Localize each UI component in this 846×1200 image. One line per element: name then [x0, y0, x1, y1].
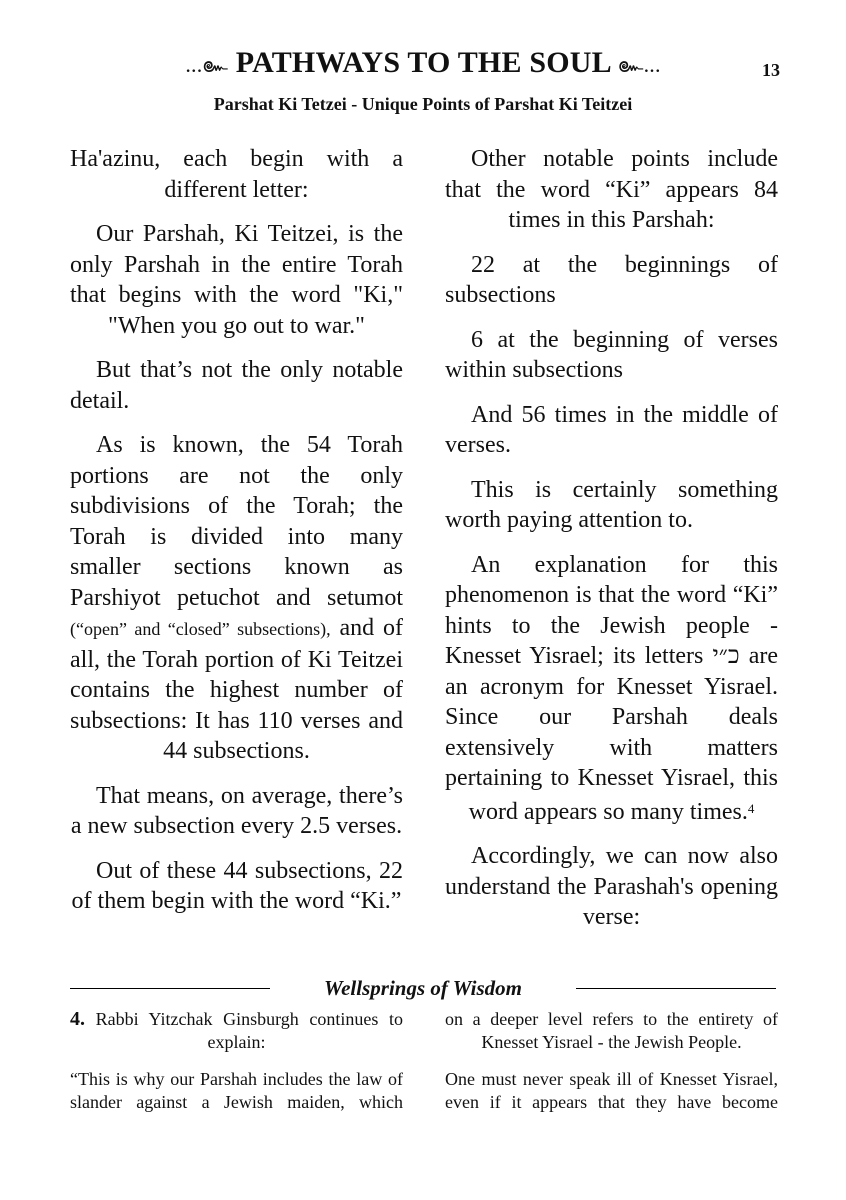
paragraph — [445, 550, 778, 828]
paragraph: Ha'azinu, each begin with a different letter: — [70, 146, 403, 203]
ornament-right-icon: ๛... — [617, 52, 661, 77]
paragraph: 6 at the beginning of verses within subsections — [445, 326, 778, 383]
paragraph: And 56 times in the middle of verses. — [445, 401, 778, 458]
footnote-text: Rabbi Yitzchak Ginsburgh continues to explain: — [95, 1009, 403, 1052]
book-title: PATHWAYS TO THE SOUL — [235, 46, 611, 79]
divider-line-right — [576, 988, 776, 989]
left-column — [70, 144, 403, 931]
divider-label: Wellsprings of Wisdom — [324, 976, 522, 1000]
paragraph: But that’s not the only notable detail. — [70, 357, 403, 414]
footnote-divider — [70, 976, 776, 1000]
paragraph-aside: (“open” and “closed” subsections), — [70, 619, 331, 639]
footnote-number: 4. — [70, 1008, 85, 1030]
paragraph — [70, 430, 403, 767]
ornament-left-icon: ...๛ — [185, 52, 229, 77]
footnote-paragraph: One must never speak ill of Knesset Yisrael, even if it appears that they have become — [445, 1069, 778, 1112]
paragraph-text: and of all, the Torah portion of Ki Teitzei contains the highest number of subsections: It has 110 verses and 44 subsections. — [70, 615, 404, 764]
running-header — [0, 46, 846, 82]
paragraph-text: An explanation for this phenomenon is that the word “Ki” hints to the Jewish people - Knesset Yisrael; its letters כ״י are an acronym for Knesset Yisrael. Since our Parshah deals extensively with matters pertaining to Knesset Yisrael, this word appears so many times. — [445, 551, 779, 825]
paragraph: That means, on average, there’s a new subsection every 2.5 verses. — [70, 782, 403, 839]
footnote-paragraph: on a deeper level refers to the entirety of Knesset Yisrael - the Jewish People. — [445, 1009, 778, 1052]
paragraph: Our Parshah, Ki Teitzei, is the only Parshah in the entire Torah that begins with the word "Ki," "When you go out to war." — [70, 221, 403, 339]
footnote-paragraph — [70, 1008, 403, 1054]
paragraph: This is certainly something worth paying attention to. — [445, 476, 778, 533]
chapter-subtitle: Parshat Ki Tetzei - Unique Points of Parshat Ki Teitzei — [213, 94, 633, 114]
page-number: 13 — [762, 60, 780, 80]
footnote-column-right — [445, 1008, 778, 1128]
footnote-paragraph: “This is why our Parshah includes the law of slander against a Jewish maiden, which — [70, 1069, 403, 1112]
paragraph: Accordingly, we can now also understand the Parashah's opening verse: — [445, 843, 778, 930]
paragraph: Other notable points include that the word “Ki” appears 84 times in this Parshah: — [445, 146, 778, 233]
paragraph: Out of these 44 subsections, 22 of them begin with the word “Ki.” — [71, 857, 403, 914]
footnote-reference[interactable]: 4 — [747, 800, 755, 816]
footnote-column-left — [70, 1008, 403, 1128]
paragraph-text: As is known, the 54 Torah portions are not the only subdivisions of the Torah; the Torah is divided into many smaller sections known as Parshiyot petuchot and setumot — [70, 432, 403, 611]
paragraph: 22 at the beginnings of subsections — [445, 251, 778, 308]
right-column — [445, 144, 778, 947]
